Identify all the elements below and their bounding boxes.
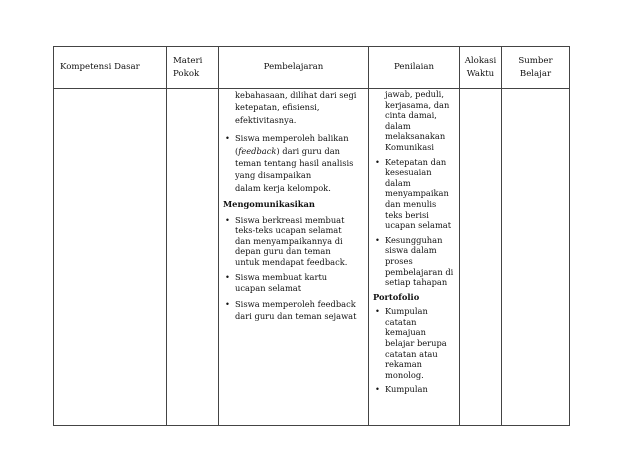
bullet-icon: • <box>225 214 230 225</box>
text-line: (feedback) dari guru dan <box>235 145 340 156</box>
text-line: untuk mendapat feedback. <box>235 257 348 268</box>
cell-kompetensi-dasar <box>54 89 167 426</box>
bullet-icon: • <box>225 298 230 309</box>
text-line: kesesuaian <box>385 167 432 178</box>
feedback-term: feedback <box>238 145 277 156</box>
penilaian-bullet-kesungguhan <box>369 235 459 288</box>
header-materi-pokok: Materi Pokok <box>167 47 219 89</box>
header-sumber-line2: Belajar <box>519 68 552 79</box>
text-line: proses <box>385 255 413 266</box>
cell-sumber-belajar <box>502 89 570 426</box>
text-line: melaksanakan <box>385 131 446 142</box>
text-line: dan menulis <box>385 198 437 209</box>
heading-mengomunikasikan: Mengomunikasikan <box>223 199 315 210</box>
text-line: jawab, peduli, <box>385 89 444 99</box>
text-line: kemajuan <box>385 327 426 338</box>
penilaian-continuation <box>369 89 459 153</box>
text-line: teks berisi <box>385 209 429 220</box>
text-line: Komunikasi <box>385 141 435 152</box>
text-line: monolog. <box>385 369 424 380</box>
cell-alokasi-waktu <box>460 89 502 426</box>
text-line: dan menyampaikannya di <box>235 235 343 246</box>
header-kompetensi-dasar: Kompetensi Dasar <box>54 47 167 89</box>
text-line: cinta damai, <box>385 110 437 121</box>
text-line: ketepatan, efisiensi, <box>235 102 320 113</box>
header-sumber-line1: Sumber <box>518 56 553 67</box>
text-line: catatan <box>385 316 417 327</box>
text-line: Kumpulan <box>385 384 428 395</box>
text-line: efektivitasnya. <box>235 114 297 125</box>
rpp-table <box>53 46 570 426</box>
bullet-icon: • <box>225 133 230 144</box>
header-row <box>54 47 570 89</box>
text-line: dalam kerja kelompok. <box>235 182 331 193</box>
text-line: kerjasama, dan <box>385 99 450 110</box>
text-line: Ketepatan dan <box>385 156 447 167</box>
bullet-icon: • <box>375 306 380 317</box>
text-line: teman tentang hasil analisis <box>235 158 354 169</box>
text-line: Siswa berkreasi membuat <box>235 214 345 225</box>
penilaian-bullet-kumpulan-catatan <box>369 306 459 380</box>
header-alokasi-waktu <box>460 47 502 89</box>
header-pembelajaran: Pembelajaran <box>219 47 369 89</box>
text-line: catatan atau <box>385 348 438 359</box>
text-line: Siswa memperoleh feedback <box>235 298 356 309</box>
text-line: siswa dalam <box>385 245 437 256</box>
text-line: menyampaikan <box>385 188 449 199</box>
pembelajaran-bullet-feedback <box>219 132 368 194</box>
content-row <box>54 89 570 426</box>
header-alokasi-line2: Waktu <box>466 68 495 79</box>
text-line: teks-teks ucapan selamat <box>235 225 342 236</box>
text-line: kebahasaan, dilihat dari segi <box>235 90 357 100</box>
penilaian-bullet-ketepatan <box>369 157 459 231</box>
text-line: ucapan selamat <box>235 282 302 293</box>
cell-materi-pokok <box>167 89 219 426</box>
header-penilaian: Penilaian <box>369 47 460 89</box>
penilaian-bullet-kumpulan <box>369 384 459 395</box>
text-line: Siswa memperoleh balikan <box>235 133 349 144</box>
text-line: ucapan selamat <box>385 220 452 231</box>
text-line: dalam <box>385 177 411 188</box>
text-line: yang disampaikan <box>235 170 312 181</box>
text-line: Kumpulan <box>385 306 428 317</box>
pembelajaran-continuation <box>219 89 368 126</box>
text-line: pembelajaran di <box>385 266 454 277</box>
header-sumber-belajar <box>502 47 570 89</box>
text-line: depan guru dan teman <box>235 246 331 257</box>
cell-pembelajaran <box>219 89 369 426</box>
pembelajaran-bullet-kartu <box>219 272 368 294</box>
text-line: setiap tahapan <box>385 277 448 288</box>
text-line: dalam <box>385 120 411 131</box>
bullet-icon: • <box>225 271 230 282</box>
cell-penilaian <box>369 89 460 426</box>
header-alokasi-line1: Alokasi <box>464 56 497 67</box>
bullet-icon: • <box>375 156 380 167</box>
pembelajaran-bullet-berkreasi <box>219 215 368 268</box>
heading-portofolio: Portofolio <box>373 291 420 302</box>
text-line: Kesungguhan <box>385 234 443 245</box>
text-line: Siswa membuat kartu <box>235 271 328 282</box>
text-line: dari guru dan teman sejawat <box>235 310 357 321</box>
bullet-icon: • <box>375 384 380 395</box>
text-line: rekaman <box>385 359 423 370</box>
text-line: belajar berupa <box>385 338 447 349</box>
bullet-icon: • <box>375 234 380 245</box>
pembelajaran-bullet-sejawat <box>219 298 368 322</box>
